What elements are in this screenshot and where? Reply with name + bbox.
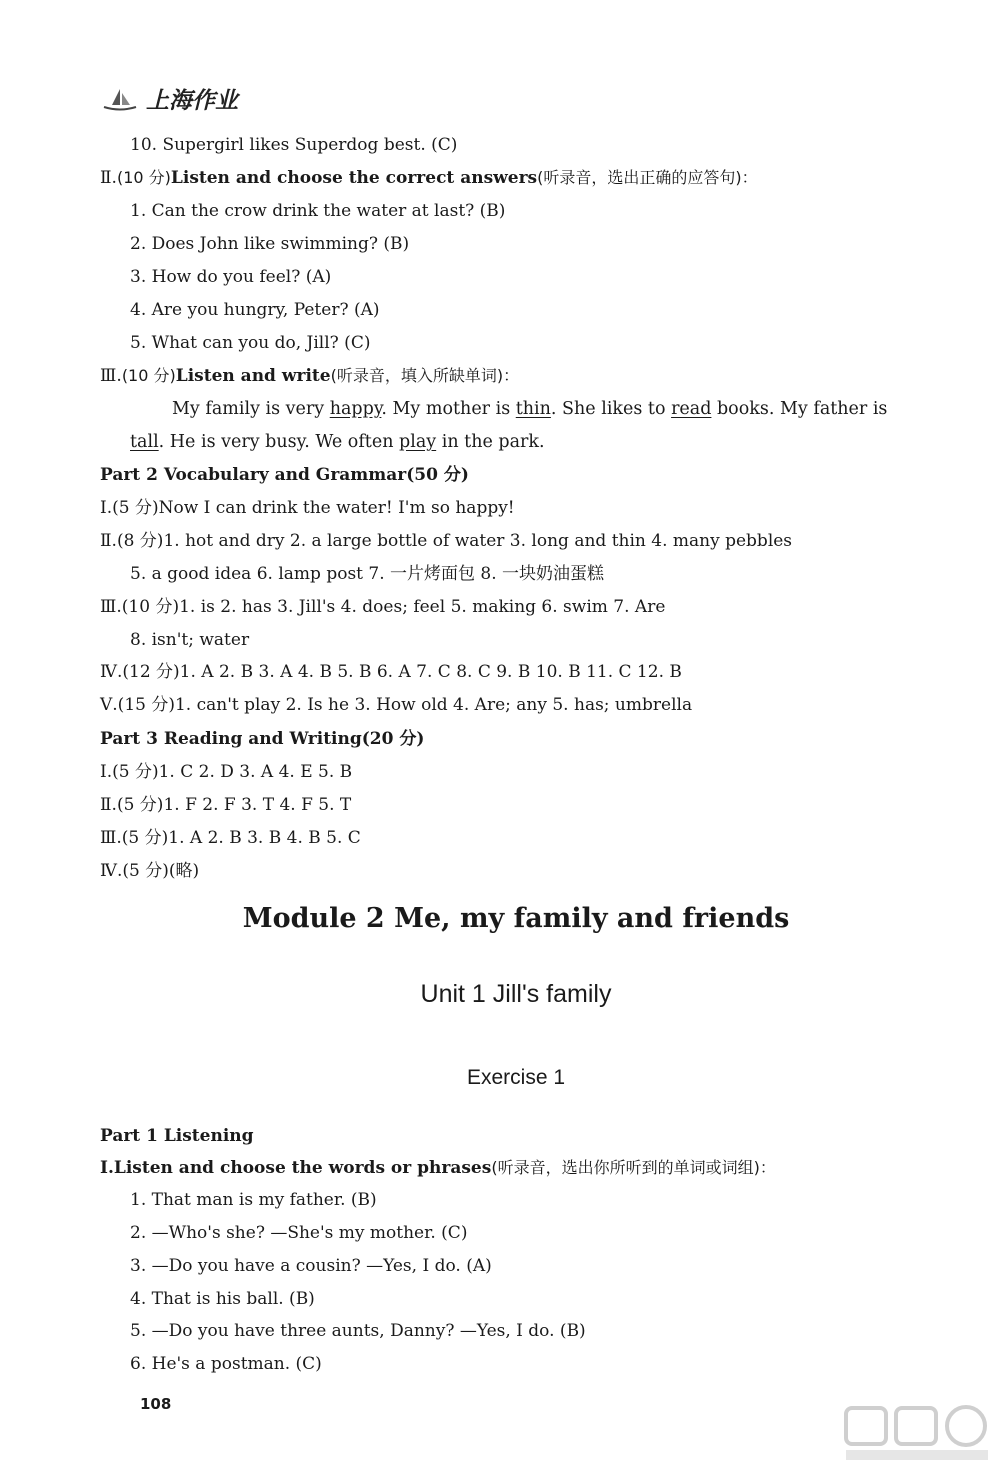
section-heading: Ⅰ.Listen and choose the words or phrases(听录音，选出你所听到的单词或词组)： (100, 1158, 776, 1178)
answer-line: Ⅰ.(5 分)Now I can drink the water! I'm so happy! (100, 498, 515, 518)
answer-line: Ⅳ.(12 分)1. A 2. B 3. A 4. B 5. B 6. A 7. C 8. C 9. B 10. B 11. C 12. B (100, 662, 682, 682)
answer-line: Ⅲ.(10 分)1. is 2. has 3. Jill's 4. does; feel 5. making 6. swim 7. Are (100, 597, 666, 617)
answer-line: Ⅰ.(5 分)1. C 2. D 3. A 4. E 5. B (100, 762, 353, 782)
module-title: Module 2 Me, my family and friends (242, 903, 790, 934)
watermark-logo (842, 1402, 992, 1464)
answer-line: 3. —Do you have a cousin? —Yes, I do. (A) (130, 1256, 492, 1276)
part-heading: Part 1 Listening (100, 1126, 254, 1146)
answer-line: Ⅲ.(5 分)1. A 2. B 3. B 4. B 5. C (100, 828, 361, 848)
answer-line: 2. Does John like swimming? (B) (130, 234, 410, 254)
answer-line: 5. a good idea 6. lamp post 7. 一片烤面包 8. 一块奶油蛋糕 (130, 564, 605, 584)
answer-line: Ⅴ.(15 分)1. can't play 2. Is he 3. How old 4. Are; any 5. has; umbrella (100, 695, 693, 715)
answer-line: 5. What can you do, Jill? (C) (130, 333, 371, 353)
section-heading: Ⅲ.(10 分)Listen and write(听录音，填入所缺单词)： (100, 366, 520, 386)
logo-text: 上海作业 (146, 88, 238, 114)
page-number: 108 (140, 1395, 172, 1413)
answer-line: 8. isn't; water (130, 630, 250, 650)
answer-line: 2. —Who's she? —She's my mother. (C) (130, 1223, 468, 1243)
answer-line: 1. That man is my father. (B) (130, 1190, 377, 1210)
paragraph-line-2: tall. He is very busy. We often play in the park. (130, 432, 545, 452)
answer-line: Ⅱ.(5 分)1. F 2. F 3. T 4. F 5. T (100, 795, 352, 815)
unit-title: Unit 1 Jill's family (420, 980, 612, 1008)
paragraph-line-1: My family is very happy. My mother is thin. She likes to read books. My father is (172, 399, 888, 419)
answer-line: 3. How do you feel? (A) (130, 267, 332, 287)
answer-line: 10. Supergirl likes Superdog best. (C) (130, 135, 458, 155)
section-heading: Ⅱ.(10 分)Listen and choose the correct answers(听录音，选出正确的应答句)： (100, 168, 758, 188)
header-logo (100, 82, 238, 115)
answer-line: 5. —Do you have three aunts, Danny? —Yes, I do. (B) (130, 1321, 586, 1341)
answer-line: 6. He's a postman. (C) (130, 1354, 322, 1374)
sailboat-icon (100, 85, 140, 113)
answer-line: 4. Are you hungry, Peter? (A) (130, 300, 380, 320)
answer-line: 1. Can the crow drink the water at last? (B) (130, 201, 506, 221)
part-heading: Part 3 Reading and Writing(20 分) (100, 729, 425, 749)
answer-line: 4. That is his ball. (B) (130, 1289, 315, 1309)
answer-line: Ⅳ.(5 分)(略) (100, 861, 200, 881)
answer-line: Ⅱ.(8 分)1. hot and dry 2. a large bottle of water 3. long and thin 4. many pebbles (100, 531, 793, 551)
exercise-title: Exercise 1 (466, 1066, 566, 1089)
part-heading: Part 2 Vocabulary and Grammar(50 分) (100, 465, 469, 485)
